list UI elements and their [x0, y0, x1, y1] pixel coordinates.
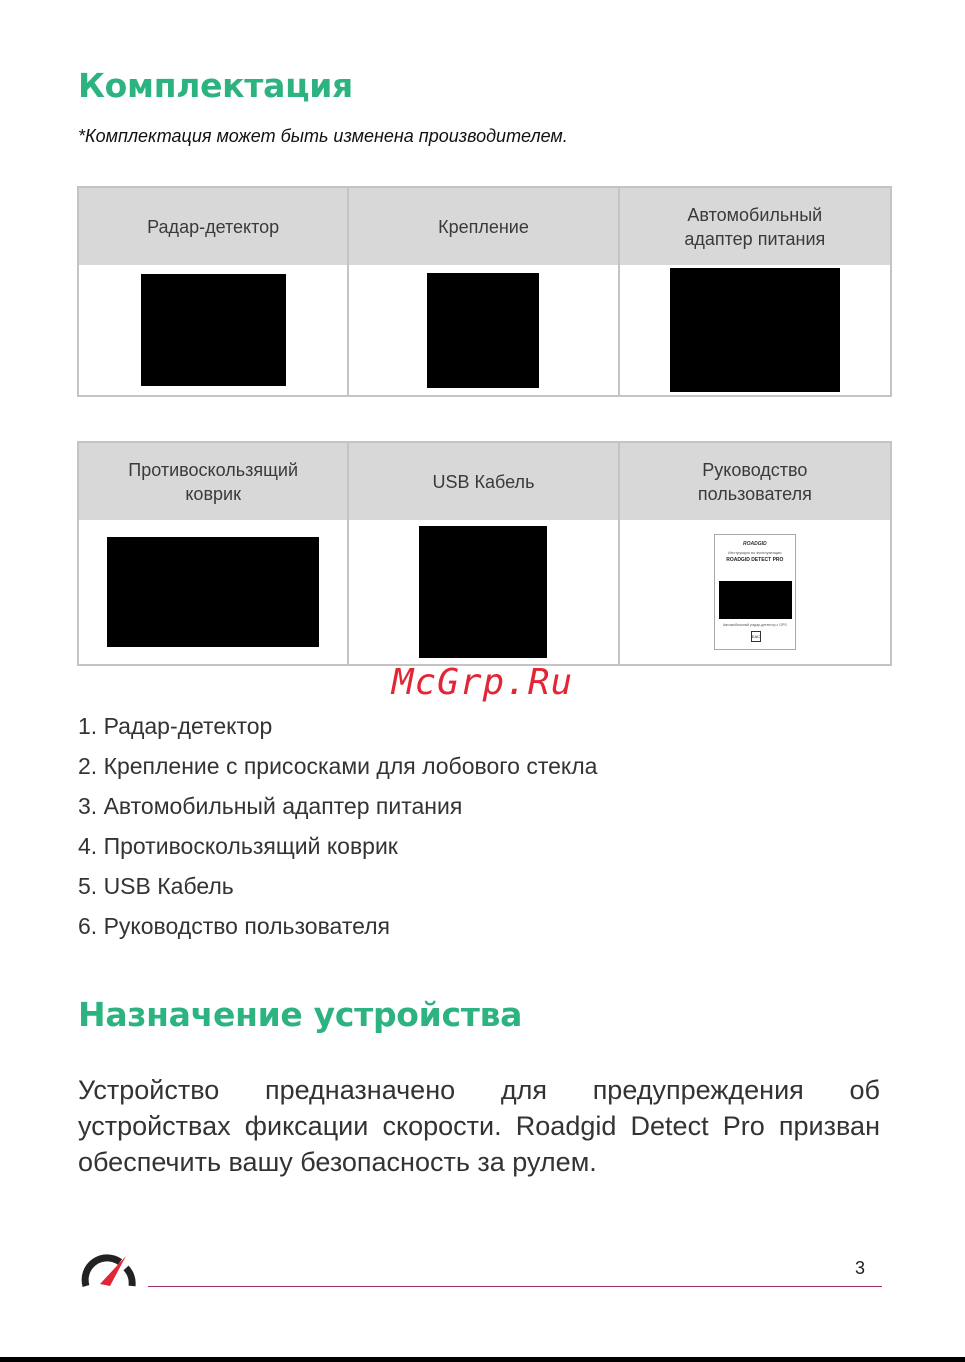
manual-brand: ROADGID — [743, 541, 767, 547]
car-adapter-image — [670, 268, 840, 392]
kit-cell-adapter — [620, 188, 890, 395]
list-item: 2. Крепление с присосками для лобового стекла — [78, 753, 598, 779]
list-item: 1. Радар-детектор — [78, 713, 273, 739]
manual-model: ROADGID DETECT PRO — [726, 557, 784, 563]
list-item: 3. Автомобильный адаптер питания — [78, 793, 463, 819]
footer-divider — [148, 1286, 882, 1287]
kit-cell-radar — [79, 188, 349, 395]
usb-cable-image — [419, 526, 547, 658]
kit-grid-top — [77, 186, 892, 397]
speedometer-logo-icon — [80, 1248, 136, 1288]
anti-slip-mat-image — [107, 537, 319, 647]
list-item: 4. Противоскользящий коврик — [78, 833, 398, 859]
manual-subtitle: Инструкция по эксплуатации — [728, 550, 782, 555]
section-title-purpose: Назначение устройства — [78, 995, 523, 1034]
kit-cell-label: Руководство пользователя — [620, 443, 890, 520]
kit-cell-mount — [349, 188, 619, 395]
kit-cell-usb — [349, 443, 619, 664]
kit-cell-label: Автомобильный адаптер питания — [620, 188, 890, 265]
kit-cell-mat — [79, 443, 349, 664]
kit-cell-label: Противоскользящий коврик — [79, 443, 347, 520]
section-title-kit: Комплектация — [78, 66, 353, 105]
kit-list — [78, 710, 597, 950]
kit-note: *Комплектация может быть изменена производителем. — [78, 126, 568, 146]
page-number: 3 — [855, 1258, 866, 1278]
kit-cell-label: Крепление — [349, 188, 617, 265]
radar-detector-image — [141, 274, 286, 386]
purpose-paragraph: Устройство предназначено для предупреждения об устройствах фиксации скорости. Roadgid Detect Pro призван обеспечить вашу безопасность за рулем. — [78, 1075, 880, 1177]
kit-grid-bottom — [77, 441, 892, 666]
manual-cover-picture — [719, 581, 792, 619]
kit-cell-label: USB Кабель — [349, 443, 617, 520]
kit-cell-label: Радар-детектор — [79, 188, 347, 265]
list-item: 6. Руководство пользователя — [78, 913, 391, 939]
manual-footer: Автомобильный радар-детектор с GPS — [722, 623, 787, 627]
kit-cell-manual — [620, 443, 890, 664]
list-item: 5. USB Кабель — [78, 873, 234, 899]
eac-mark: EAC — [751, 631, 761, 642]
user-manual-image — [714, 534, 796, 650]
bottom-edge-rule — [0, 1357, 965, 1362]
mount-image — [427, 273, 539, 388]
watermark: McGrp.Ru — [391, 662, 574, 703]
